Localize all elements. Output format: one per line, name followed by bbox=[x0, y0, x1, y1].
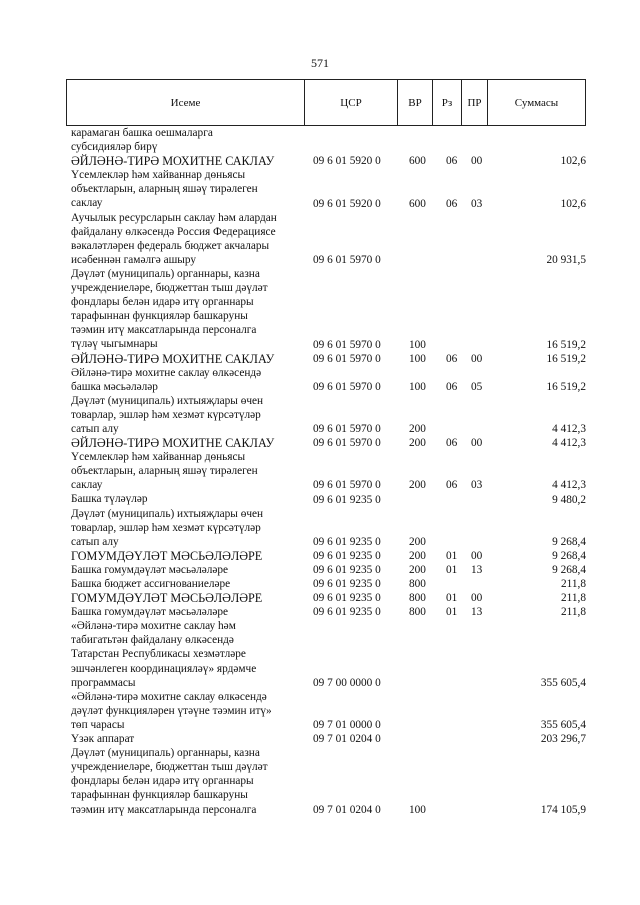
row-csr: 09 6 01 5970 0 bbox=[313, 338, 381, 351]
row-values bbox=[71, 154, 586, 168]
table-row bbox=[71, 366, 591, 394]
table-row bbox=[71, 267, 591, 352]
row-name-line: «Әйләнә-тирә мохитне саклау өлкәсендә bbox=[71, 690, 267, 703]
row-rz: 01 bbox=[446, 549, 458, 562]
row-pr: 00 bbox=[471, 155, 483, 168]
row-values bbox=[71, 732, 586, 746]
table-row bbox=[71, 436, 591, 450]
row-values bbox=[71, 549, 586, 563]
row-name-line: ГОМУМДӘҮЛӘТ МӘСЬӘЛӘЛӘРЕ bbox=[71, 591, 263, 606]
table-row bbox=[71, 577, 591, 591]
row-values bbox=[71, 605, 586, 619]
row-name-line: объектларын, аларның яшәү тирәлеген bbox=[71, 465, 258, 478]
row-vr: 200 bbox=[409, 423, 426, 436]
row-rz: 06 bbox=[446, 437, 458, 450]
row-name-line: программасы bbox=[71, 676, 136, 689]
row-rz: 06 bbox=[446, 380, 458, 393]
row-sum: 16 519,2 bbox=[546, 352, 586, 365]
table-row bbox=[71, 563, 591, 577]
row-values bbox=[71, 352, 586, 366]
row-values bbox=[71, 676, 586, 690]
header-rz: Рз bbox=[441, 96, 453, 109]
row-csr: 09 6 01 9235 0 bbox=[313, 564, 381, 576]
row-pr: 03 bbox=[471, 197, 483, 210]
row-sum: 20 931,5 bbox=[546, 253, 586, 266]
row-values bbox=[71, 253, 586, 267]
row-sum: 102,6 bbox=[560, 155, 586, 168]
row-sum: 174 105,9 bbox=[540, 803, 586, 816]
table-row bbox=[71, 507, 591, 549]
row-name-line: файдалану өлкәсендә Россия Федерациясе bbox=[71, 225, 276, 238]
row-name-line: Башка түләүләр bbox=[71, 493, 148, 506]
row-name-line: саклау bbox=[71, 479, 103, 492]
row-sum: 4 412,3 bbox=[552, 479, 586, 492]
row-name-line: сатып алу bbox=[71, 535, 119, 548]
row-name-line: Башка бюджет ассигнованиеләре bbox=[71, 578, 231, 590]
table-row bbox=[71, 549, 591, 563]
row-name-line: Аучылык ресурсларын саклау һәм алардан bbox=[71, 211, 277, 224]
row-values bbox=[71, 478, 586, 492]
row-vr: 600 bbox=[409, 155, 426, 168]
row-name-line: дәүләт функцияләрен үтәүне тәэмин итү» bbox=[71, 704, 272, 717]
row-csr: 09 6 01 5920 0 bbox=[313, 155, 381, 168]
row-name-line: тәэмин итү максатларында персоналга bbox=[71, 324, 257, 337]
row-csr: 09 6 01 5970 0 bbox=[313, 352, 381, 365]
row-name-line: Дәүләт (муниципаль) ихтыяҗлары өчен bbox=[71, 394, 264, 407]
table-row bbox=[71, 154, 591, 168]
row-rz: 01 bbox=[446, 564, 458, 576]
row-csr: 09 6 01 9235 0 bbox=[313, 493, 381, 506]
row-rz: 06 bbox=[446, 479, 458, 492]
row-name-line: ӘЙЛӘНӘ-ТИРӘ МОХИТНЕ САКЛАУ bbox=[71, 436, 275, 451]
table-row bbox=[71, 619, 591, 689]
header-name: Исеме bbox=[170, 96, 201, 109]
row-name-line: башка мәсьәләләр bbox=[71, 380, 158, 393]
row-sum: 211,8 bbox=[561, 606, 586, 619]
row-pr: 00 bbox=[471, 549, 483, 562]
table-row bbox=[71, 732, 591, 746]
row-sum: 355 605,4 bbox=[540, 676, 586, 689]
row-sum: 355 605,4 bbox=[540, 719, 586, 732]
row-csr: 09 6 01 5970 0 bbox=[313, 479, 381, 492]
row-values bbox=[71, 718, 586, 732]
row-vr: 100 bbox=[409, 352, 426, 365]
row-csr: 09 6 01 9235 0 bbox=[313, 578, 381, 591]
row-vr: 800 bbox=[409, 606, 426, 619]
row-sum: 16 519,2 bbox=[546, 338, 586, 351]
row-name-line: тарафыннан функцияләр башкаруны bbox=[71, 789, 248, 802]
row-values bbox=[71, 197, 586, 211]
row-rz: 06 bbox=[446, 155, 458, 168]
row-name-line: табигатьтән файдалану өлкәсендә bbox=[71, 634, 234, 647]
row-sum: 4 412,3 bbox=[552, 437, 586, 450]
row-name-line: вәкаләтләрен федераль бюджет акчалары bbox=[71, 239, 270, 252]
row-name-line: төп чарасы bbox=[71, 718, 125, 731]
table-row bbox=[71, 211, 591, 267]
row-vr: 100 bbox=[409, 338, 426, 351]
row-sum: 9 268,4 bbox=[552, 549, 586, 562]
row-pr: 13 bbox=[471, 606, 483, 619]
row-csr: 09 6 01 5920 0 bbox=[313, 197, 381, 210]
row-vr: 200 bbox=[409, 564, 426, 576]
row-name-line: Үсемлекләр һәм хайваннар дөньясы bbox=[71, 451, 246, 464]
table-row bbox=[71, 746, 591, 816]
row-vr: 600 bbox=[409, 197, 426, 210]
row-pr: 00 bbox=[471, 352, 483, 365]
row-name-line: Башка гомумдәүләт мәсьәләләре bbox=[71, 606, 229, 619]
table-row bbox=[71, 690, 591, 732]
table-row bbox=[71, 394, 591, 436]
row-sum: 9 268,4 bbox=[552, 535, 586, 548]
row-sum: 203 296,7 bbox=[540, 733, 586, 746]
row-vr: 100 bbox=[409, 380, 426, 393]
row-values bbox=[71, 422, 586, 436]
row-sum: 211,8 bbox=[561, 578, 586, 591]
row-name-line: карамаган башка оешмаларга bbox=[71, 127, 213, 139]
row-values bbox=[71, 140, 586, 154]
page-number: 571 bbox=[311, 56, 329, 70]
row-name-line: Дәүләт (муниципаль) органнары, казна bbox=[71, 267, 260, 280]
row-name-line: Татарстан Республикасы хезмәтләре bbox=[71, 648, 246, 661]
header-pr: ПР bbox=[467, 96, 482, 109]
row-csr: 09 6 01 5970 0 bbox=[313, 423, 381, 436]
row-name-line: субсидияләр бирү bbox=[71, 141, 158, 154]
row-values bbox=[71, 535, 586, 549]
row-csr: 09 6 01 9235 0 bbox=[313, 606, 381, 619]
row-rz: 06 bbox=[446, 352, 458, 365]
row-name-line: сатып алу bbox=[71, 422, 119, 435]
row-name-line: «Әйләнә-тирә мохитне саклау һәм bbox=[71, 620, 236, 633]
row-name-line: фондлары белән идарә итү органнары bbox=[71, 296, 254, 309]
row-csr: 09 7 01 0000 0 bbox=[313, 719, 381, 732]
row-vr: 100 bbox=[409, 803, 426, 816]
row-csr: 09 7 01 0204 0 bbox=[313, 803, 381, 816]
row-rz: 01 bbox=[446, 606, 458, 619]
row-name-line: ГОМУМДӘҮЛӘТ МӘСЬӘЛӘЛӘРЕ bbox=[71, 548, 263, 563]
row-vr: 800 bbox=[409, 592, 426, 605]
row-csr: 09 7 00 0000 0 bbox=[313, 676, 381, 689]
row-sum: 9 268,4 bbox=[552, 564, 586, 576]
header-sum: Суммасы bbox=[514, 96, 559, 109]
row-name-line: объектларын, аларның яшәү тирәлеген bbox=[71, 183, 258, 196]
row-values bbox=[71, 338, 586, 352]
row-csr: 09 6 01 9235 0 bbox=[313, 535, 381, 548]
table-row bbox=[71, 591, 591, 605]
row-csr: 09 6 01 9235 0 bbox=[313, 549, 381, 562]
row-name-line: Башка гомумдәүләт мәсьәләләре bbox=[71, 563, 229, 576]
row-name-line: Дәүләт (муниципаль) ихтыяҗлары өчен bbox=[71, 507, 264, 520]
row-csr: 09 6 01 5970 0 bbox=[313, 380, 381, 393]
row-name-line: Дәүләт (муниципаль) органнары, казна bbox=[71, 747, 260, 760]
row-name-line: товарлар, эшләр һәм хезмәт күрсәтүләр bbox=[71, 408, 261, 421]
row-pr: 05 bbox=[471, 380, 483, 393]
header-csr: ЦСР bbox=[340, 96, 362, 109]
row-vr: 200 bbox=[409, 437, 426, 450]
row-values bbox=[71, 591, 586, 605]
row-values bbox=[71, 436, 586, 450]
row-pr: 03 bbox=[471, 479, 483, 492]
row-name-line: саклау bbox=[71, 197, 103, 210]
row-sum: 4 412,3 bbox=[552, 423, 586, 436]
row-name-line: ӘЙЛӘНӘ-ТИРӘ МОХИТНЕ САКЛАУ bbox=[71, 154, 275, 169]
row-sum: 102,6 bbox=[560, 197, 586, 210]
table-row bbox=[71, 168, 591, 210]
row-name-line: тәэмин итү максатларында персоналга bbox=[71, 803, 257, 816]
row-name-line: фондлары белән идарә итү органнары bbox=[71, 775, 254, 788]
row-name-line: Үзәк аппарат bbox=[71, 733, 135, 746]
row-vr: 200 bbox=[409, 535, 426, 548]
table-row bbox=[71, 492, 591, 506]
table-row bbox=[71, 450, 591, 492]
row-name-line: тарафыннан функцияләр башкаруны bbox=[71, 310, 248, 323]
row-values bbox=[71, 380, 586, 394]
row-name-line: товарлар, эшләр һәм хезмәт күрсәтүләр bbox=[71, 521, 261, 534]
row-csr: 09 7 01 0204 0 bbox=[313, 733, 381, 746]
row-sum: 16 519,2 bbox=[546, 380, 586, 393]
row-values bbox=[71, 563, 586, 577]
row-values bbox=[71, 493, 586, 507]
header-vr: ВР bbox=[408, 96, 422, 109]
budget-table-body bbox=[71, 126, 591, 817]
row-vr: 200 bbox=[409, 479, 426, 492]
row-pr: 00 bbox=[471, 592, 483, 605]
row-pr: 00 bbox=[471, 437, 483, 450]
row-pr: 13 bbox=[471, 564, 483, 576]
row-name-line: Үсемлекләр һәм хайваннар дөньясы bbox=[71, 169, 246, 182]
table-header bbox=[66, 79, 586, 126]
row-name-line: учреждениеләре, бюджеттан тыш дәүләт bbox=[71, 761, 268, 774]
row-sum: 211,8 bbox=[561, 592, 586, 605]
row-sum: 9 480,2 bbox=[552, 493, 586, 506]
row-csr: 09 6 01 5970 0 bbox=[313, 253, 381, 266]
row-vr: 200 bbox=[409, 549, 426, 562]
row-csr: 09 6 01 9235 0 bbox=[313, 592, 381, 605]
row-csr: 09 6 01 5970 0 bbox=[313, 437, 381, 450]
row-values bbox=[71, 577, 586, 591]
row-name-line: эшчәнлеген координацияләү» ярдәмче bbox=[71, 662, 257, 675]
row-name-line: ӘЙЛӘНӘ-ТИРӘ МОХИТНЕ САКЛАУ bbox=[71, 351, 275, 366]
row-name-line: исәбеннән гамәлгә ашыру bbox=[71, 253, 197, 266]
row-name-line: Әйләнә-тирә мохитне саклау өлкәсендә bbox=[71, 366, 262, 379]
table-row bbox=[71, 352, 591, 366]
row-rz: 01 bbox=[446, 592, 458, 605]
row-name-line: түләү чыгымнары bbox=[71, 338, 158, 351]
table-row bbox=[71, 605, 591, 619]
row-name-line: учреждениеләре, бюджеттан тыш дәүләт bbox=[71, 282, 268, 295]
row-vr: 800 bbox=[409, 578, 426, 591]
table-row bbox=[71, 126, 591, 154]
row-values bbox=[71, 803, 586, 817]
row-rz: 06 bbox=[446, 197, 458, 210]
